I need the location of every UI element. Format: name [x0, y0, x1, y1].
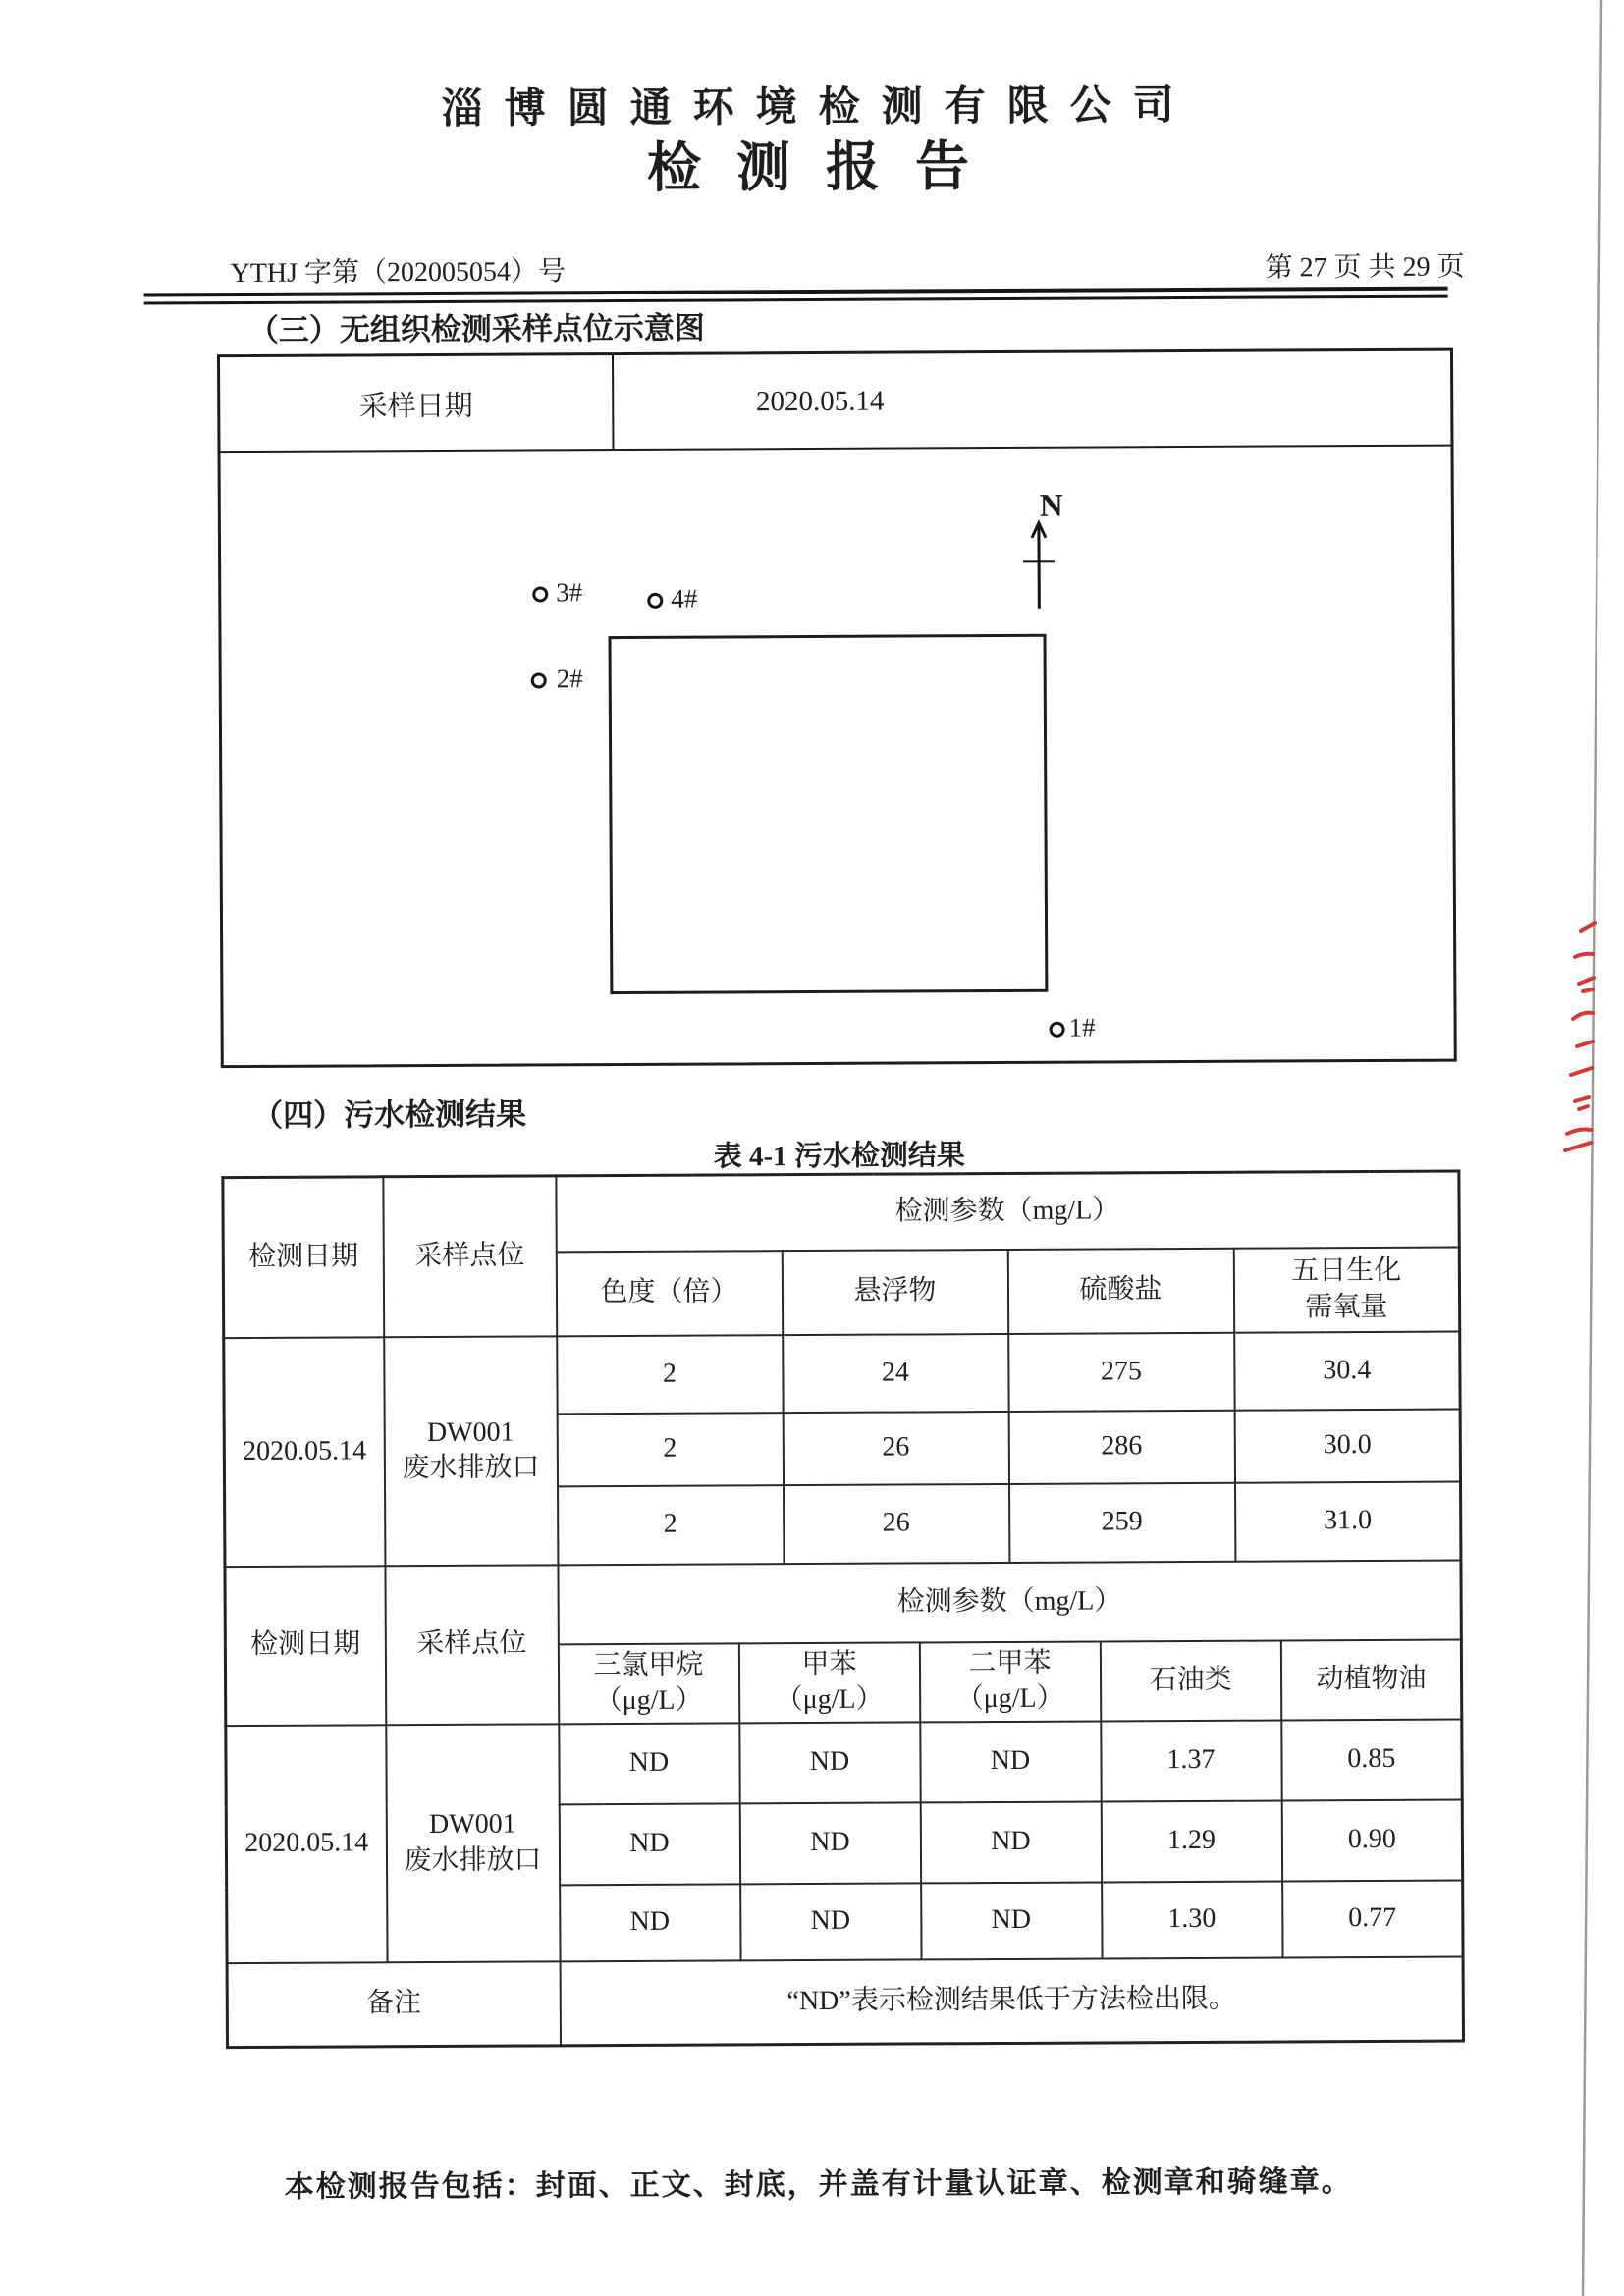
date-column-header: 检测日期	[225, 1566, 386, 1726]
sampling-date-label: 采样日期	[358, 390, 473, 423]
test-date-cell: 2020.05.14	[224, 1337, 385, 1567]
params-group-header: 检测参数（mg/L）	[556, 1171, 1460, 1252]
north-label: N	[1039, 488, 1063, 524]
param-column-header: 石油类	[1100, 1640, 1280, 1721]
param-column-header: 五日生化 需氧量	[1233, 1247, 1460, 1332]
sample-point-label: 4#	[671, 583, 698, 614]
value-cell: ND	[560, 1884, 740, 1961]
value-cell: 275	[1008, 1332, 1234, 1411]
value-cell: ND	[739, 1722, 920, 1803]
param-column-header: 二甲苯 （μg/L）	[919, 1641, 1100, 1722]
report-title: 检测报告	[646, 135, 1005, 198]
param-column-header: 三氯甲烷 （μg/L）	[558, 1643, 738, 1724]
sample-point-marker	[647, 593, 663, 609]
sample-point-marker	[532, 586, 548, 602]
value-cell: 1.29	[1101, 1800, 1281, 1882]
section4-heading: （四）污水检测结果	[251, 1096, 527, 1133]
params-group-header: 检测参数（mg/L）	[558, 1560, 1462, 1644]
param-column-header: 悬浮物	[782, 1249, 1007, 1334]
value-cell: 30.0	[1234, 1409, 1461, 1482]
company-title: 淄博圆通环境检测有限公司	[441, 82, 1196, 133]
report-number: YTHJ 字第（202005054）号	[230, 256, 567, 290]
sample-point-marker	[531, 672, 547, 688]
value-cell: 2	[557, 1413, 783, 1486]
location-column-header: 采样点位	[383, 1176, 557, 1337]
value-cell: 30.4	[1234, 1331, 1461, 1410]
param-column-header: 动植物油	[1280, 1639, 1462, 1720]
value-cell: ND	[921, 1882, 1102, 1959]
value-cell: ND	[559, 1723, 739, 1804]
wastewater-results-table	[221, 1170, 1465, 2050]
value-cell: 24	[783, 1333, 1008, 1412]
date-column-header: 检测日期	[223, 1177, 384, 1338]
value-cell: 286	[1008, 1410, 1234, 1483]
value-cell: ND	[559, 1803, 739, 1885]
param-column-header: 色度（倍）	[556, 1251, 782, 1336]
remark-label-cell: 备注	[227, 1961, 560, 2048]
value-cell: ND	[920, 1801, 1101, 1883]
sample-point-label: 2#	[556, 664, 583, 694]
section3-heading: （三）无组织检测采样点位示意图	[247, 310, 705, 347]
header-rule-bottom	[144, 295, 1448, 305]
value-cell: 0.85	[1281, 1719, 1463, 1800]
sample-point-marker	[1050, 1022, 1065, 1038]
location-column-header: 采样点位	[385, 1565, 559, 1725]
sample-point-label: 3#	[556, 577, 583, 608]
param-column-header: 甲苯 （μg/L）	[738, 1642, 919, 1723]
remark-text-cell: “ND”表示检测结果低于方法检出限。	[560, 1956, 1464, 2046]
figure-header-row	[220, 351, 1450, 454]
value-cell: 1.30	[1102, 1881, 1282, 1958]
value-cell: 2	[557, 1335, 783, 1414]
value-cell: 0.77	[1282, 1880, 1464, 1957]
north-arrow-icon	[1022, 518, 1056, 616]
table-caption: 表 4-1 污水检测结果	[713, 1140, 965, 1173]
value-cell: 0.90	[1281, 1799, 1463, 1881]
value-cell: ND	[920, 1721, 1101, 1802]
value-cell: ND	[739, 1802, 920, 1884]
value-cell: ND	[740, 1883, 921, 1960]
value-cell: 259	[1009, 1482, 1235, 1562]
sampling-date-value: 2020.05.14	[755, 385, 885, 418]
sampling-location-cell: DW001 废水排放口	[386, 1724, 560, 1962]
value-cell: 31.0	[1235, 1481, 1462, 1561]
value-cell: 26	[783, 1411, 1008, 1484]
test-date-cell: 2020.05.14	[226, 1725, 387, 1963]
sample-point-label: 1#	[1068, 1012, 1096, 1042]
value-cell: 26	[784, 1483, 1009, 1563]
plant-boundary-rect	[608, 634, 1048, 994]
value-cell: 1.37	[1101, 1720, 1281, 1801]
sampling-location-cell: DW001 废水排放口	[384, 1336, 558, 1566]
value-cell: 2	[558, 1485, 784, 1565]
sampling-point-figure	[217, 348, 1457, 1069]
page-number: 第 27 页 共 29 页	[1265, 251, 1465, 284]
param-column-header: 硫酸盐	[1007, 1248, 1233, 1333]
footer-note: 本检测报告包括：封面、正文、封底，并盖有计量认证章、检测章和骑缝章。	[284, 2165, 1353, 2204]
